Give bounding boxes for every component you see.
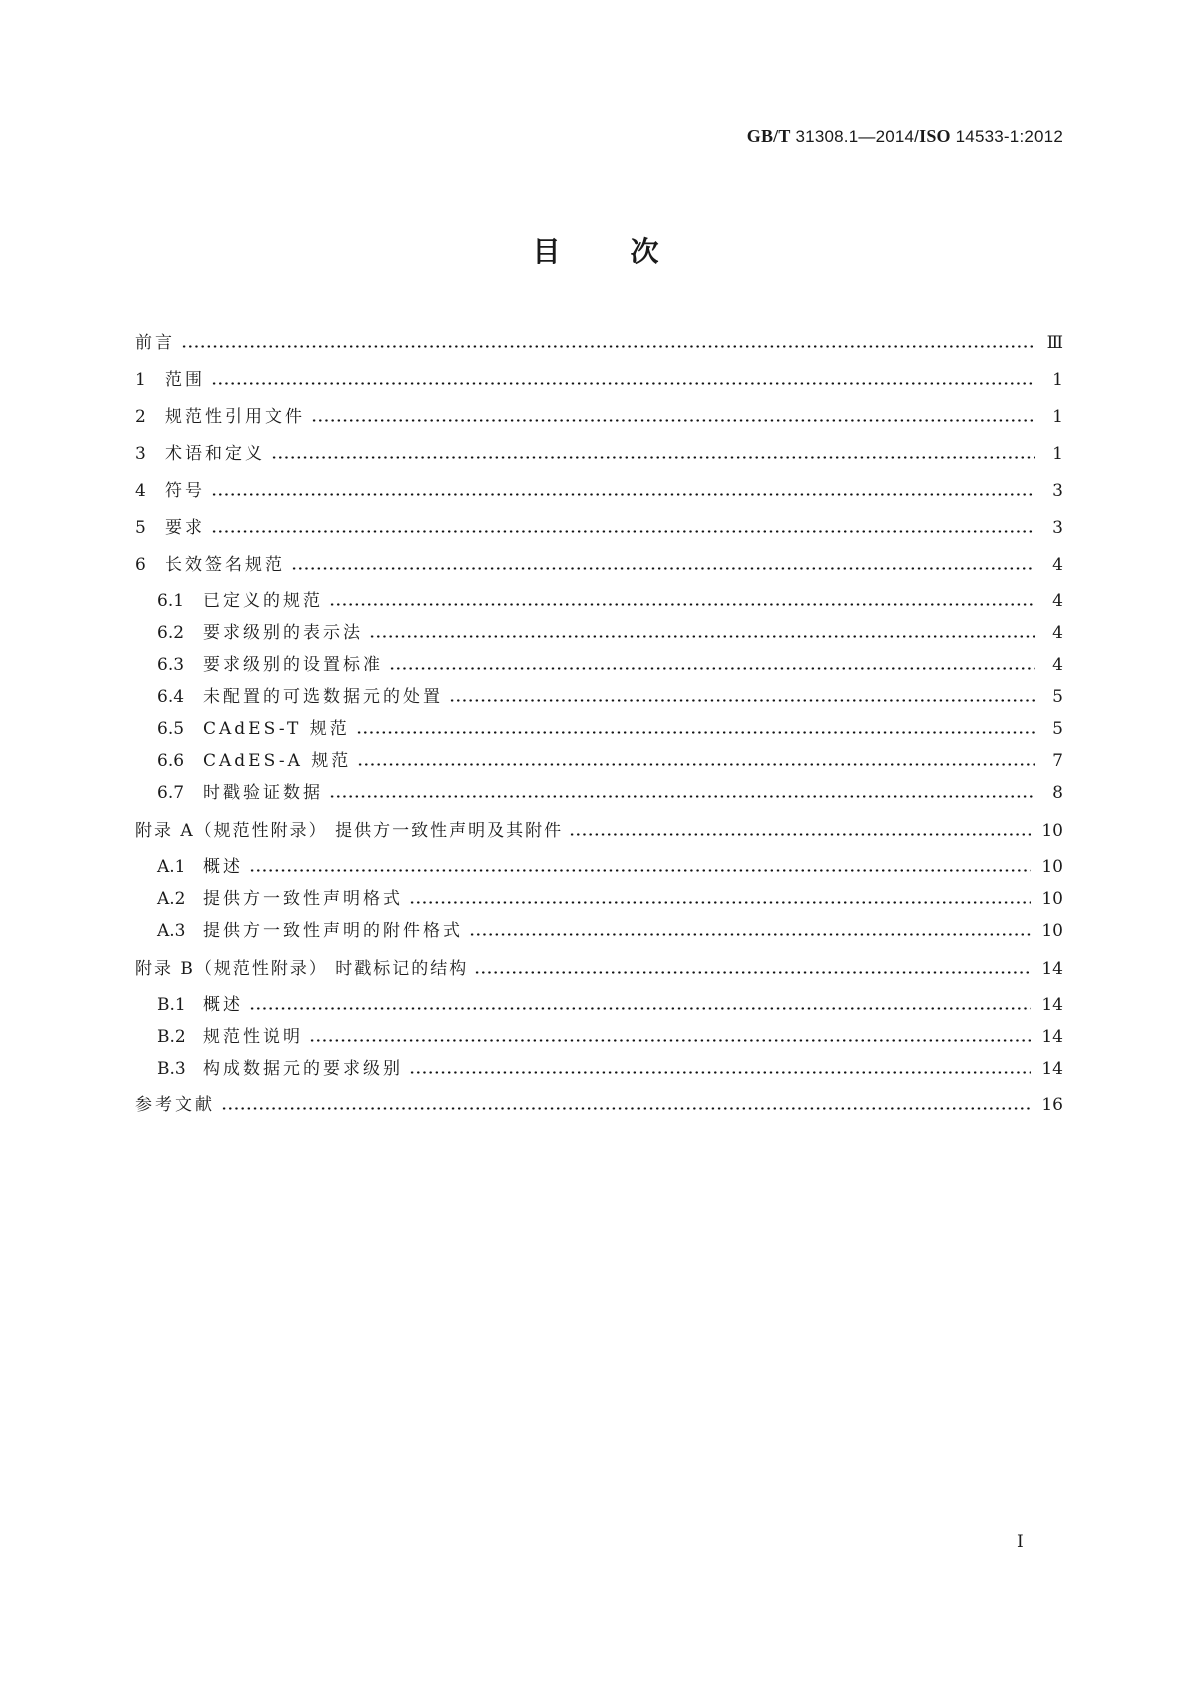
toc-entry[interactable] <box>157 993 1063 1017</box>
toc-entry-page: 14 <box>1041 1027 1063 1047</box>
toc-entry-label: 长效签名规范 <box>165 555 285 575</box>
toc-entry-label: 提供方一致性声明格式 <box>203 889 403 909</box>
toc-leader-dots <box>469 919 1031 943</box>
toc-entry-label: 附录 A（规范性附录） 提供方一致性声明及其附件 <box>135 821 564 841</box>
toc-entry-label: 要求 <box>165 518 205 538</box>
toc-leader-dots <box>449 685 1035 709</box>
toc-entry-label: 参考文献 <box>135 1095 215 1115</box>
toc-entry[interactable] <box>135 405 1063 429</box>
toc-entry-label: 附录 B（规范性附录） 时戳标记的结构 <box>135 959 469 979</box>
toc-entry-page: 7 <box>1052 751 1063 771</box>
toc-leader-dots <box>291 553 1035 577</box>
toc-entry-page: 10 <box>1041 889 1063 909</box>
toc-entry-page: 10 <box>1041 821 1063 841</box>
toc-entry[interactable] <box>157 887 1063 911</box>
toc-leader-dots <box>211 368 1035 392</box>
toc-entry-label: CAdES-A 规范 <box>203 751 352 771</box>
toc-entry-page: 5 <box>1052 719 1063 739</box>
toc-leader-dots <box>329 589 1035 613</box>
toc-entry[interactable] <box>135 331 1063 355</box>
standard-prefix: GB/T <box>746 126 791 146</box>
toc-entry-number: A.3 <box>157 921 186 941</box>
toc-entry-page: 3 <box>1052 481 1063 501</box>
toc-entry-page: 5 <box>1052 687 1063 707</box>
toc-leader-dots <box>389 653 1035 677</box>
toc-entry[interactable] <box>135 553 1063 577</box>
toc-entry-page: 14 <box>1041 959 1063 979</box>
toc-entry-number: 2 <box>135 407 146 427</box>
toc-leader-dots <box>211 516 1035 540</box>
toc-entry-number: 6.2 <box>157 623 185 643</box>
table-of-contents <box>135 0 1063 1200</box>
toc-leader-dots <box>311 405 1035 429</box>
toc-entry-label: 未配置的可选数据元的处置 <box>203 687 443 707</box>
toc-entry-label: 构成数据元的要求级别 <box>203 1059 403 1079</box>
toc-leader-dots <box>181 331 1035 355</box>
toc-entry-page: 16 <box>1041 1095 1063 1115</box>
toc-entry-label: 概述 <box>203 857 243 877</box>
toc-entry-label: 要求级别的设置标准 <box>203 655 383 675</box>
toc-entry-page: 1 <box>1052 444 1063 464</box>
toc-entry-number: B.2 <box>157 1027 186 1047</box>
toc-leader-dots <box>369 621 1035 645</box>
toc-entry[interactable] <box>157 685 1063 709</box>
toc-entry-label: CAdES-T 规范 <box>203 719 350 739</box>
iso-prefix: ISO <box>919 126 951 146</box>
toc-leader-dots <box>249 993 1031 1017</box>
toc-entry-page: 3 <box>1052 518 1063 538</box>
toc-entry-number: A.2 <box>157 889 186 909</box>
toc-entry-number: 6.1 <box>157 591 185 611</box>
toc-entry-page: 4 <box>1052 623 1063 643</box>
toc-entry[interactable] <box>157 1025 1063 1049</box>
toc-entry[interactable] <box>135 442 1063 466</box>
standard-number: 31308.1—2014/ <box>790 127 920 146</box>
toc-leader-dots <box>271 442 1035 466</box>
toc-entry[interactable] <box>135 819 1063 843</box>
iso-number: 14533-1:2012 <box>950 127 1063 146</box>
toc-leader-dots <box>309 1025 1031 1049</box>
toc-entry-page: 10 <box>1041 921 1063 941</box>
toc-entry[interactable] <box>135 368 1063 392</box>
toc-entry-number: 6.4 <box>157 687 185 707</box>
toc-entry[interactable] <box>157 749 1063 773</box>
toc-entry[interactable] <box>157 717 1063 741</box>
toc-entry[interactable] <box>135 516 1063 540</box>
toc-entry-number: 5 <box>135 518 146 538</box>
toc-entry-page: 4 <box>1052 655 1063 675</box>
toc-entry[interactable] <box>135 957 1063 981</box>
toc-entry[interactable] <box>157 781 1063 805</box>
toc-entry-label: 规范性说明 <box>203 1027 303 1047</box>
page-number: I <box>1017 1532 1024 1552</box>
toc-entry-label: 已定义的规范 <box>203 591 323 611</box>
toc-entry-number: B.3 <box>157 1059 186 1079</box>
toc-entry-page: 4 <box>1052 591 1063 611</box>
toc-leader-dots <box>409 887 1031 911</box>
title-char-1: 目 <box>532 235 561 268</box>
toc-entry-page: 1 <box>1052 407 1063 427</box>
toc-entry-label: 要求级别的表示法 <box>203 623 363 643</box>
toc-entry-number: 1 <box>135 370 146 390</box>
toc-leader-dots <box>211 479 1035 503</box>
toc-entry[interactable] <box>157 621 1063 645</box>
toc-entry-label: 术语和定义 <box>165 444 265 464</box>
toc-leader-dots <box>221 1093 1031 1117</box>
toc-entry[interactable] <box>135 1093 1063 1117</box>
toc-entry-number: 6.5 <box>157 719 185 739</box>
toc-entry-page: 14 <box>1041 1059 1063 1079</box>
toc-entry-number: B.1 <box>157 995 186 1015</box>
toc-leader-dots <box>357 749 1035 773</box>
toc-entry[interactable] <box>157 1057 1063 1081</box>
toc-entry-number: 6 <box>135 555 146 575</box>
toc-entry-page: 10 <box>1041 857 1063 877</box>
toc-entry-page: 8 <box>1052 783 1063 803</box>
toc-entry[interactable] <box>157 919 1063 943</box>
toc-entry[interactable] <box>157 589 1063 613</box>
toc-entry-number: 3 <box>135 444 146 464</box>
toc-entry-label: 前言 <box>135 333 175 353</box>
toc-entry-label: 提供方一致性声明的附件格式 <box>203 921 463 941</box>
toc-entry-number: 6.6 <box>157 751 185 771</box>
toc-entry-page: 14 <box>1041 995 1063 1015</box>
toc-entry-label: 概述 <box>203 995 243 1015</box>
toc-entry-label: 规范性引用文件 <box>165 407 305 427</box>
toc-entry[interactable] <box>157 653 1063 677</box>
toc-entry-number: 4 <box>135 481 146 501</box>
toc-entry-page: 4 <box>1052 555 1063 575</box>
toc-entry-label: 时戳验证数据 <box>203 783 323 803</box>
toc-leader-dots <box>474 957 1031 981</box>
toc-leader-dots <box>409 1057 1031 1081</box>
toc-leader-dots <box>569 819 1031 843</box>
toc-entry-page: 1 <box>1052 370 1063 390</box>
toc-leader-dots <box>329 781 1035 805</box>
toc-leader-dots <box>356 717 1035 741</box>
toc-entry-label: 符号 <box>165 481 205 501</box>
toc-entry-number: 6.7 <box>157 783 185 803</box>
toc-entry-number: A.1 <box>157 857 186 877</box>
title-char-2: 次 <box>630 235 659 268</box>
toc-entry-label: 范围 <box>165 370 205 390</box>
toc-entry-page: Ⅲ <box>1046 333 1063 353</box>
toc-entry[interactable] <box>157 855 1063 879</box>
toc-entry[interactable] <box>135 479 1063 503</box>
toc-entry-number: 6.3 <box>157 655 185 675</box>
toc-leader-dots <box>249 855 1031 879</box>
